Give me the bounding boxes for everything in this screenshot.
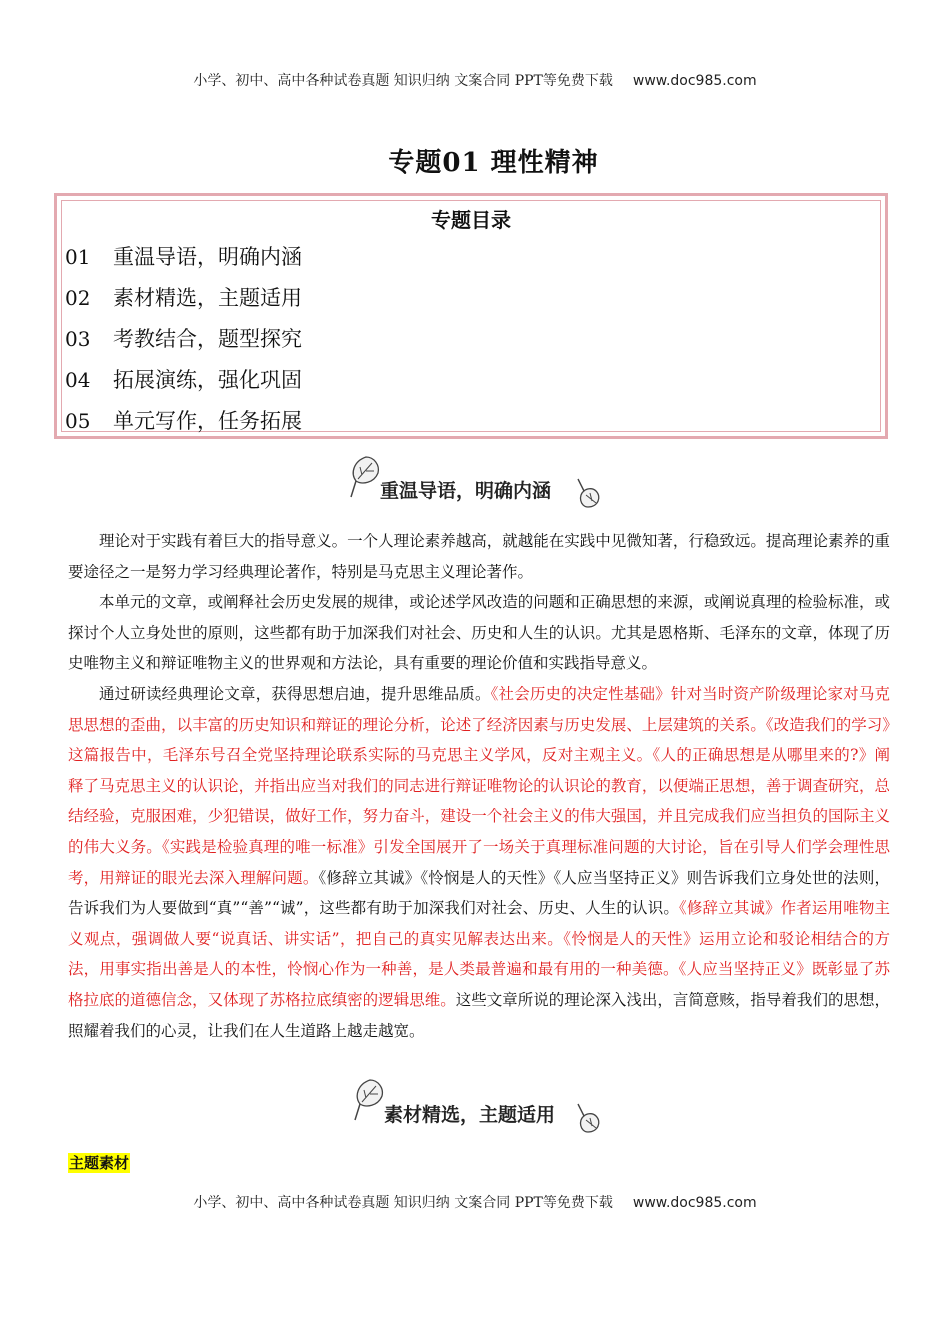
- paragraph-text: 《修辞立其诚》《怜悯是人的天性》《人应当坚持正义》则告诉我们立身处世的法则，告诉我们为人要做到“真”“善”“诚”，这些都有助于加深我们对社会、历史、人生的认识。: [68, 868, 890, 918]
- leaf-icon: [574, 477, 604, 511]
- page-title: 专题01 理性精神: [388, 148, 599, 178]
- footer-url[interactable]: www.doc985.com: [632, 1195, 757, 1211]
- toc-item-label: 考教结合，题型探究: [113, 327, 302, 351]
- toc-item[interactable]: [65, 282, 302, 312]
- toc-item-label: 重温导语，明确内涵: [113, 245, 302, 269]
- leaf-icon: [348, 455, 384, 499]
- topic-material-tag: 主题素材: [69, 1154, 130, 1172]
- toc-item-label: 单元写作，任务拓展: [113, 409, 302, 433]
- paragraph: 理论对于实践有着巨大的指导意义。一个人理论素养越高，就越能在实践中见微知著，行稳致远。提高理论素养的重要途径之一是努力学习经典理论著作，特别是马克思主义理论著作。: [68, 532, 890, 581]
- section-banner-1: [0, 455, 950, 515]
- section-title-2: 素材精选，主题适用: [384, 1104, 556, 1126]
- toc-item-label: 素材精选，主题适用: [113, 286, 302, 310]
- header-url[interactable]: www.doc985.com: [632, 73, 757, 89]
- leaf-icon: [352, 1078, 388, 1122]
- section-title-1: 重温导语，明确内涵: [380, 480, 552, 502]
- toc-item-number: 05: [65, 409, 91, 433]
- paragraph-text: 这些文章所说的理论深入浅出，言简意赅，指导着我们的思想，照耀着我们的心灵，让我们在人生道路上越走越宽。: [68, 990, 890, 1040]
- highlighted-text: 《社会历史的决定性基础》针对当时资产阶级理论家对马克思思想的歪曲，以丰富的历史知识和辩证的理论分析，论述了经济因素与历史发展、上层建筑的关系。《改造我们的学习》这篇报告中，毛泽东号召全党坚持理论联系实际的马克思主义学风，反对主观主义。《人的正确思想是从哪里来的?》阐释了马克思主义的认识论，并指出应当对我们的同志进行辩证唯物论的认识论的教育，以便端正思想，善于调查研究，总结经验，克服困难，少犯错误，做好工作，努力奋斗，建设一个社会主义的伟大强国，并且完成我们应当担负的国际主义的伟大义务。《实践是检验真理的唯一标准》引发全国展开了一场关于真理标准问题的大讨论，旨在引导人们学会理性思考，用辩证的眼光去深入理解问题。: [68, 684, 890, 887]
- section-banner-2: [0, 1078, 950, 1138]
- toc-item-label: 拓展演练，强化巩固: [113, 368, 302, 392]
- toc-box: [54, 193, 888, 439]
- footer-text: 小学、初中、高中各种试卷真题 知识归纳 文案合同 PPT等免费下载: [193, 1195, 613, 1211]
- toc-item-number: 03: [65, 327, 91, 351]
- toc-item-number: 04: [65, 368, 91, 392]
- toc-inner-border: [61, 200, 881, 432]
- intro-body: [68, 526, 890, 1046]
- paragraph-text: 通过研读经典理论文章，获得思想启迪，提升思维品质。: [99, 684, 491, 703]
- paragraph: 本单元的文章，或阐释社会历史发展的规律，或论述学风改造的问题和正确思想的来源，或阐说真理的检验标准，或探讨个人立身处世的原则，这些都有助于加深我们对社会、历史和人生的认识。尤其是恩格斯、毛泽东的文章，体现了历史唯物主义和辩证唯物主义的世界观和方法论，具有重要的理论价值和实践指导意义。: [68, 593, 890, 673]
- leaf-icon: [574, 1102, 604, 1136]
- toc-item[interactable]: [65, 364, 302, 394]
- page-header: [0, 70, 950, 90]
- paragraph: [68, 679, 890, 1046]
- header-text: 小学、初中、高中各种试卷真题 知识归纳 文案合同 PPT等免费下载: [193, 73, 613, 89]
- toc-title: 专题目录: [431, 208, 511, 232]
- toc-item[interactable]: [65, 405, 302, 435]
- highlighted-text: 《修辞立其诚》作者运用唯物主义观点，强调做人要“说真话、讲实话”，把自己的真实见解表达出来。《怜悯是人的天性》运用立论和驳论相结合的方法，用事实指出善是人的本性，怜悯心作为一种善，是人类最普遍和最有用的一种美德。《人应当坚持正义》既彰显了苏格拉底的道德信念，又体现了苏格拉底缜密的逻辑思维。: [68, 899, 890, 1009]
- page-footer: [0, 1192, 950, 1212]
- toc-item[interactable]: [65, 323, 302, 353]
- toc-item[interactable]: [65, 241, 302, 271]
- toc-item-number: 01: [65, 245, 91, 269]
- toc-item-number: 02: [65, 286, 91, 310]
